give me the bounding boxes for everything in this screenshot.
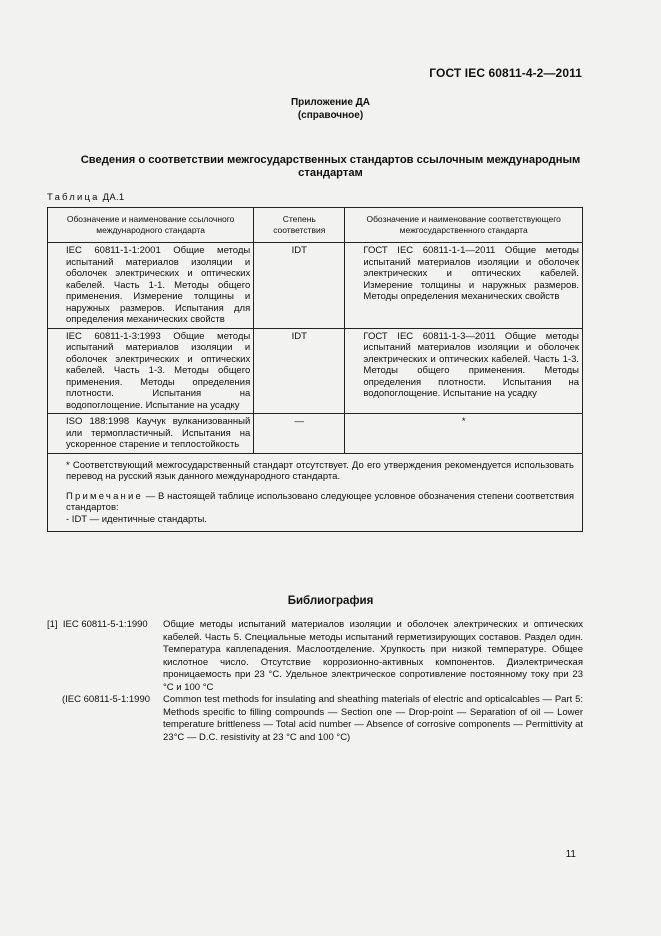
table-row [48,243,583,329]
header-degree: Степень соответствия [254,208,345,243]
table-caption-number: ДА.1 [102,192,125,203]
appendix-subtitle: (справочное) [297,110,364,121]
cell-interstate: ГОСТ IEC 60811-1-1—2011 Общие методы испытаний материалов изоляции и оболочек электрических и оптических кабелей. Измерение толщины и наружных размеров. Методы определения механических свойств [345,243,583,329]
table-row [48,414,583,454]
bibliography-text: Общие методы испытаний материалов изоляции и оболочек электрических и оптических кабелей. Часть 5. Специальные методы испытаний герметизирующих составов. Раздел один. Температура каплепадения. Маслоотделение. Хрупкость при низкой температуре. Общее кислотное число. Отсутствие коррозионно-активных компонентов. Диэлектрическая проницаемость при 23 °C. Удельное электрическое сопротивление постоянному току при 23 °C и 100 °C [163,619,583,693]
note-item: - IDT — идентичные стандарты. [66,513,207,525]
table-caption-prefix: Таблица [47,192,100,203]
correspondence-table [47,207,583,532]
cell-degree: IDT [254,243,345,329]
table-footnote: * Соответствующий межгосударственный стандарт отсутствует. До его утверждения рекомендуется использовать перевод на русский язык данного международного стандарта. [66,459,574,482]
table-caption [47,192,125,203]
bibliography-list [47,619,583,744]
cell-degree: — [254,414,345,454]
bibliography-entry [47,694,583,744]
header-intl-standard: Обозначение и наименование ссылочного международного стандарта [48,208,254,243]
bibliography-text: Common test methods for insulating and sheathing materials of electric and opticalcables — Part 5: Methods specific to filling compounds — Section one — Drop-point — Separation of oil — Lower temperature brittleness — Total acid number — Absence of corrosive components — Permittivity at 23°C — D.C. resistivity at 23 °C and 100 °C) [163,694,583,743]
header-interstate-standard: Обозначение и наименование соответствующего межгосударственного стандарта [345,208,583,243]
table-notes [48,453,583,532]
cell-interstate: ГОСТ IEC 60811-1-3—2011 Общие методы испытаний материалов изоляции и оболочек электрических и оптических кабелей. Часть 1-3. Методы общего применения. Методы определения плотности. Испытания на водопоглощение. Испытание на усадку [345,328,583,414]
document-code: ГОСТ IEC 60811-4-2—2011 [429,66,582,80]
note-label: Примечание [66,490,143,502]
appendix-heading [0,96,661,122]
bibliography-title: Библиография [287,595,374,607]
cell-intl: IEC 60811-1-1:2001 Общие методы испытаний материалов изоляции и оболочек электрических и оптических кабелей. Часть 1-1. Методы общего применения. Измерение толщины и наружных размеров. Испытания для определения механических свойств [48,243,254,329]
table-notes-row [48,453,583,532]
table-row [48,328,583,414]
section-title: Сведения о соответствии межгосударственных стандартов ссылочным международным стандартам [80,154,581,179]
bibliography-entry [47,619,583,694]
page-number: 11 [565,849,576,860]
bibliography-ref: (IEC 60811-5-1:1990 [62,694,151,705]
note-text: — В настоящей таблице использовано следующее условное обозначения степени соответствия стандартов: [66,490,575,513]
cell-interstate: * [345,414,583,454]
cell-intl: IEC 60811-1-3:1993 Общие методы испытаний материалов изоляции и оболочек электрических и оптических кабелей. Часть 1-3. Методы общего применения. Методы определения плотности. Испытания на водопоглощение. Испытание на усадку [48,328,254,414]
bibliography-ref: [1] IEC 60811-5-1:1990 [47,619,148,630]
table-note [66,491,574,514]
appendix-title: Приложение ДА [290,97,371,108]
cell-intl: ISO 188:1998 Каучук вулканизованный или термопластичный. Испытания на ускоренное старение и теплостойкость [48,414,254,454]
table-header-row [48,208,583,243]
cell-degree: IDT [254,328,345,414]
